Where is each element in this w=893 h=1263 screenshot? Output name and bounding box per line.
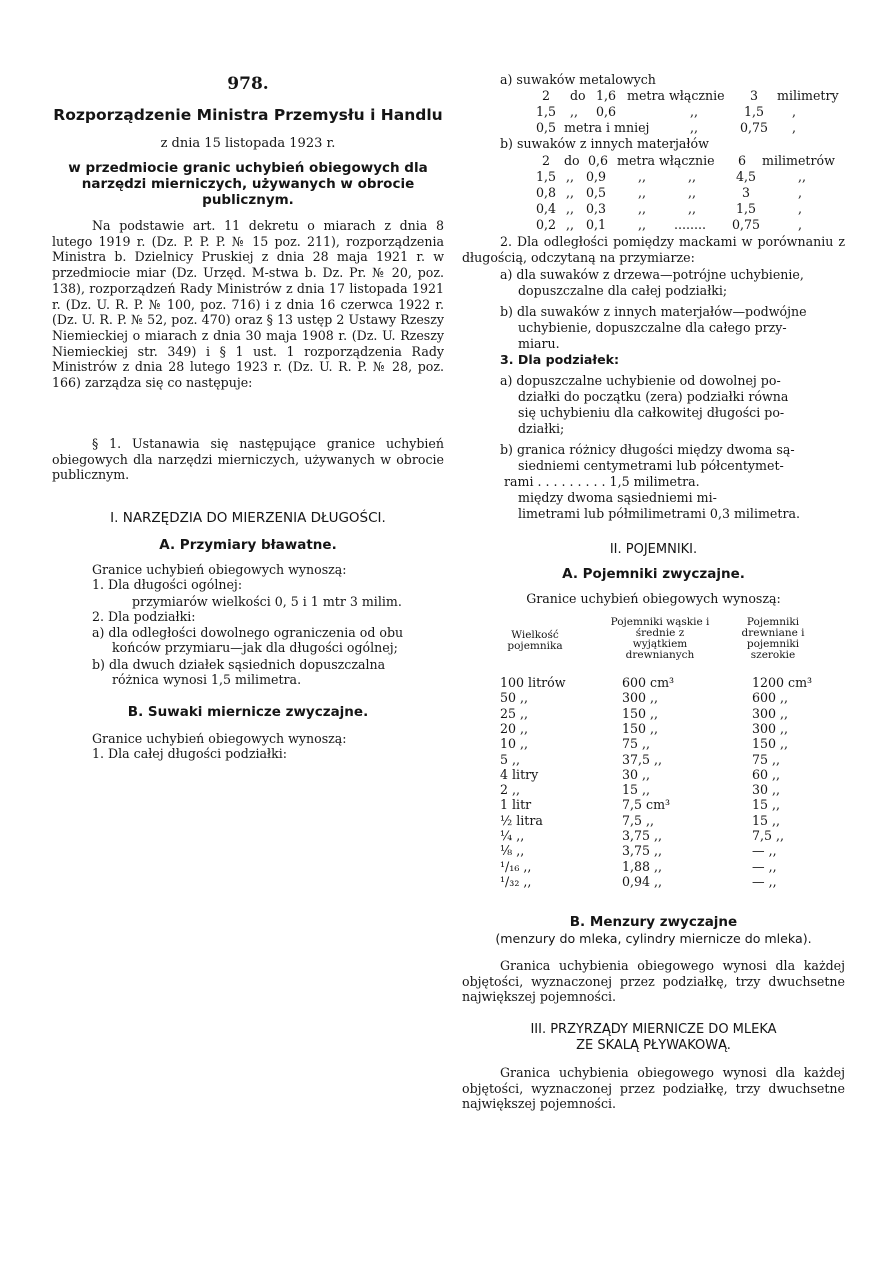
col-header-narrow: Pojemniki wąskie i średnie z wyjątkiem drewnianych (610, 616, 710, 661)
table-cell: — ,, (752, 858, 777, 874)
suwaki-item-3a: się uchybieniu dla całkowitej długości po- (518, 405, 785, 420)
table-cell: — ,, (752, 843, 777, 859)
table-row (462, 767, 845, 782)
col-header-size: Wielkość pojemnika (507, 629, 563, 652)
table-row (462, 721, 845, 736)
table-row (462, 828, 845, 843)
subject-heading (52, 160, 444, 208)
suwaki-a-title: a) suwaków metalowych (500, 72, 656, 87)
item-2a: końców przymiaru—jak dla długości ogólnej; (112, 640, 398, 655)
regulation-title: Rozporządzenie Ministra Przemysłu i Handlu (53, 106, 443, 124)
table-row: 0,8 ,, 0,5 ,, ,, 3 , (536, 185, 803, 200)
suwaki-item-3b: między dwoma sąsiedniemi mi- (518, 490, 717, 505)
table-row: 0,2 ,, 0,1 ,, ........ 0,75 , (536, 217, 803, 232)
table-cell: 4 litry (500, 766, 539, 782)
section-2b-text: Granica uchybienia obiegowego wynosi dla każdej objętości, wyznaczonej przez podziałkę, trzy dwuchsetne największej pojemności. (462, 958, 845, 1005)
table-row (462, 874, 845, 889)
table-row (462, 797, 845, 812)
table-cell: ¹/₃₂ ,, (500, 873, 532, 889)
suwaki-item-3: 3. Dla podziałek: (500, 352, 620, 367)
table-cell: 600 ,, (752, 690, 789, 706)
table-row: 0,4 ,, 0,3 ,, ,, 1,5 , (536, 201, 803, 216)
table-row (462, 690, 845, 705)
table-cell: 1,88 ,, (622, 858, 663, 874)
suwaki-item-3b: limetrami lub półmilimetrami 0,3 milimetra. (518, 506, 800, 521)
table-cell: 300 ,, (752, 720, 789, 736)
item-2b: b) dla dwuch działek sąsiednich dopuszczalna (92, 657, 386, 672)
suwaki-item-2b: uchybienie, dopuszczalne dla całego przy- (518, 320, 787, 335)
table-cell: 0,94 ,, (622, 873, 663, 889)
section-2-heading: II. POJEMNIKI. (609, 542, 698, 557)
table-cell: 30 ,, (622, 766, 651, 782)
suwaki-item-3b: siedniemi centymetrami lub półcentymet- (518, 458, 784, 473)
subB-intro: Granice uchybień obiegowych wynoszą: (92, 731, 347, 746)
suwaki-item-3a: działki do początku (zera) podziałki równa (518, 389, 789, 404)
subject-line: publicznym. (202, 192, 294, 208)
col-header-wooden: Pojemniki drewniane i pojemniki szerokie (741, 616, 805, 661)
table-row (462, 859, 845, 874)
item-2b: różnica wynosi 1,5 milimetra. (112, 672, 302, 687)
table-cell: 7,5 ,, (622, 812, 655, 828)
table-cell: 15 ,, (752, 797, 781, 813)
suwaki-item-2a: a) dla suwaków z drzewa—potrójne uchybienie, (500, 267, 804, 282)
section-2b-note: (menzury do mleka, cylindry miernicze do mleka). (495, 931, 812, 946)
table-cell: 15 ,, (622, 782, 651, 798)
subject-line: narzędzi mierniczych, używanych w obrocie (81, 176, 415, 192)
subB-item-1: 1. Dla całej długości podziałki: (92, 746, 287, 761)
item-1-value: przymiarów wielkości 0, 5 i 1 mtr 3 milim. (132, 594, 402, 609)
table-cell: 50 ,, (500, 690, 529, 706)
table-cell: 7,5 cm³ (622, 797, 671, 813)
table-cell: 60 ,, (752, 766, 781, 782)
section-3-heading: III. PRZYRZĄDY MIERNICZE DO MLEKA (530, 1022, 777, 1037)
table-cell: 5 ,, (500, 751, 521, 767)
table-cell: 1200 cm³ (752, 675, 813, 690)
table-cell: 300 ,, (752, 705, 789, 721)
table-cell: — ,, (752, 873, 777, 889)
table-cell: 100 litrów (500, 675, 566, 690)
table-row (462, 782, 845, 797)
section-2a-heading: A. Pojemniki zwyczajne. (562, 566, 745, 582)
item-1: 1. Dla długości ogólnej: (92, 577, 243, 592)
table-cell: 15 ,, (752, 812, 781, 828)
item-2: 2. Dla podziałki: (92, 609, 196, 624)
table-cell: 75 ,, (622, 736, 651, 752)
table-row: 1,5 ,, 0,9 ,, ,, 4,5 ,, (536, 169, 807, 184)
subject-line: w przedmiocie granic uchybień obiegowych dla (68, 160, 428, 176)
suwaki-item-3a: a) dopuszczalne uchybienie od dowolnej po- (500, 373, 781, 388)
table-row: 1,5 ,, 0,6 ,, 1,5 , (536, 104, 797, 119)
section-2b-heading: B. Menzury zwyczajne (569, 914, 738, 930)
table-cell: 300 ,, (622, 690, 659, 706)
table-cell: 10 ,, (500, 736, 529, 752)
item-2a: a) dla odległości dowolnego ograniczenia od obu (92, 625, 404, 640)
table-cell: 3,75 ,, (622, 843, 663, 859)
table-row (462, 675, 845, 690)
limits-intro: Granice uchybień obiegowych wynoszą: (92, 562, 347, 577)
suwaki-item-3b: b) granica różnicy długości między dwoma są- (500, 442, 795, 457)
table-cell: 150 ,, (622, 705, 659, 721)
table-cell: ¹/₁₆ ,, (500, 858, 532, 874)
suwaki-item-2: 2. Dla odległości pomiędzy mackami w porównaniu z długością, odczytaną na przymiarze: (462, 234, 845, 265)
table-row (462, 736, 845, 751)
table-cell: 30 ,, (752, 782, 781, 798)
suwaki-item-3a: działki; (518, 421, 565, 436)
section-1a-heading: A. Przymiary bławatne. (159, 537, 337, 553)
suwaki-item-2a: dopuszczalne dla całej podziałki; (518, 283, 728, 298)
table-cell: 150 ,, (622, 720, 659, 736)
suwaki-item-2b: b) dla suwaków z innych materjałów—podwójne (500, 304, 807, 319)
preamble: Na podstawie art. 11 dekretu o miarach z dnia 8 lutego 1919 r. (Dz. P. P. P. № 15 poz. 211), rozporządzenia Ministra b. Dzielnicy Pruskiej z dnia 28 maja 1921 r. w przedmiocie miar (Dz. Urzęd. M-stwa b. Dz. Pr. № 20, poz. 138), rozporządzeń Rady Ministrów z dnia 17 listopada 1921 r. (Dz. U. R. P. № 100, poz. 716) i z dnia 16 czerwca 1922 r. (Dz. U. R. P. № 52, poz. 470) oraz § 13 ustęp 2 Ustawy Rzeszy Niemieckiej o miarach z dnia 30 maja 1908 r. (Dz. U. Rzeszy Niemieckiej str. 349) i § 1 ust. 1 rozporządzenia Rady Ministrów z dnia 28 lutego 1923 r. (Dz. U. R. P. № 28, poz. 166) zarządza się co następuje: (52, 218, 444, 391)
suwaki-b-title: b) suwaków z innych materjałów (500, 136, 709, 151)
date-line: z dnia 15 listopada 1923 r. (160, 136, 336, 151)
suwaki-item-3b: rami . . . . . . . . . 1,5 milimetra. (504, 474, 700, 489)
table-row (462, 706, 845, 721)
table-cell: 600 cm³ (622, 675, 675, 690)
table-cell: 2 ,, (500, 782, 521, 798)
table-row (462, 752, 845, 767)
section-3-text: Granica uchybienia obiegowego wynosi dla każdej objętości, wyznaczonej przez podziałkę, trzy dwuchsetne największej pojemności. (462, 1065, 845, 1112)
table-cell: ½ litra (500, 812, 543, 828)
table-row (462, 813, 845, 828)
table-cell: 25 ,, (500, 705, 529, 721)
table-cell: 1 litr (500, 797, 532, 813)
table-row: 2 do 0,6 metra włącznie 6 milimetrów (542, 153, 835, 168)
paragraph-1: § 1. Ustanawia się następujące granice uchybień obiegowych dla narzędzi mierniczych, używanych w obrocie publicznym. (52, 436, 444, 483)
section-3-heading: ZE SKALĄ PŁYWAKOWĄ. (576, 1038, 731, 1053)
section-1-heading: I. NARZĘDZIA DO MIERZENIA DŁUGOŚCI. (110, 510, 386, 526)
suwaki-item-2b: miaru. (518, 336, 560, 351)
table-row: 2 do 1,6 metra włącznie 3 milimetry (542, 88, 839, 103)
table-cell: ⅛ ,, (500, 843, 525, 859)
table-row: 0,5 metra i mniej ,, 0,75 , (536, 120, 797, 135)
table-cell: 3,75 ,, (622, 828, 663, 843)
table-cell: 37,5 ,, (622, 751, 663, 767)
section-2-intro: Granice uchybień obiegowych wynoszą: (526, 591, 781, 606)
table-cell: ¼ ,, (500, 828, 525, 843)
table-row (462, 843, 845, 858)
table-cell: 20 ,, (500, 720, 529, 736)
table-cell: 7,5 ,, (752, 828, 785, 843)
table-cell: 150 ,, (752, 736, 789, 752)
table-cell: 75 ,, (752, 751, 781, 767)
document-number: 978. (227, 74, 269, 94)
section-1b-heading: B. Suwaki miernicze zwyczajne. (127, 704, 369, 720)
